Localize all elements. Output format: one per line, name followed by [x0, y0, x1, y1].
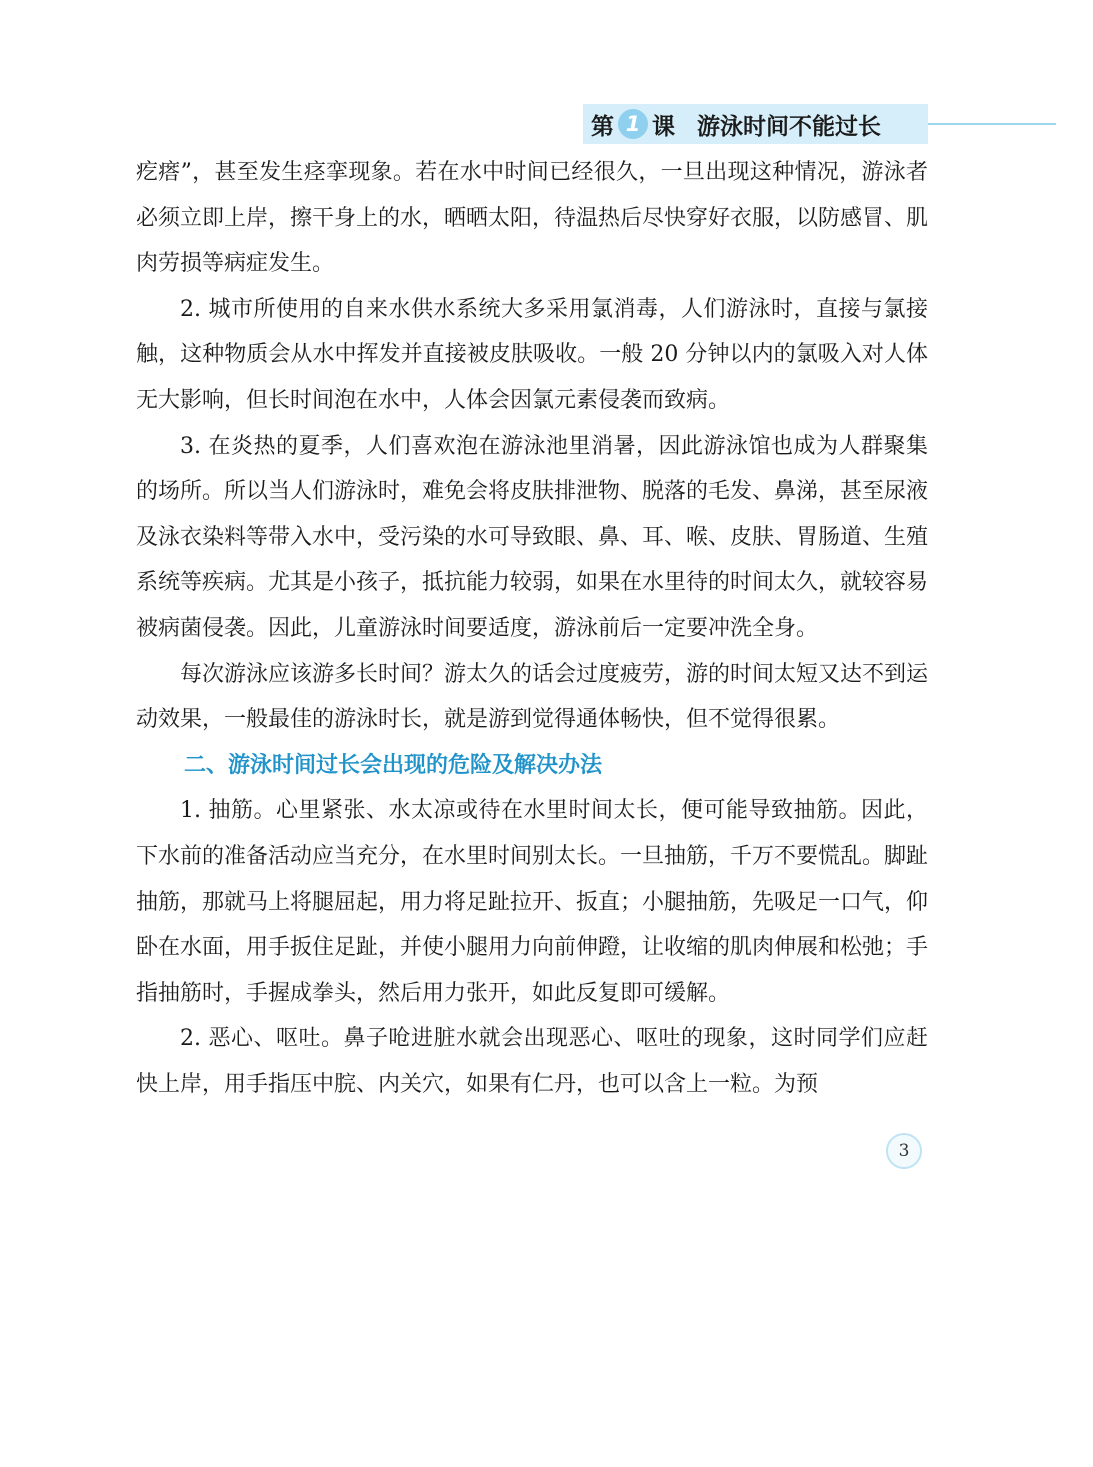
lesson-title: 游泳时间不能过长: [697, 113, 881, 140]
header-rule: [928, 123, 1056, 125]
section-heading: 二、游泳时间过长会出现的危险及解决办法: [184, 752, 603, 778]
paragraph-summary: 每次游泳应该游多长时间？游太久的话会过度疲劳，游的时间太短又达不到运动效果，一般最佳的游泳时长，就是游到觉得通体畅快，但不觉得很累。: [136, 661, 929, 733]
page-number: 3: [886, 1133, 922, 1169]
paragraph-item-3: 3. 在炎热的夏季，人们喜欢泡在游泳池里消暑，因此游泳馆也成为人群聚集的场所。所以当人们游泳时，难免会将皮肤排泄物、脱落的毛发、鼻涕，甚至尿液及泳衣染料等带入水中，受污染的水可导致眼、鼻、耳、喉、皮肤、胃肠道、生殖系统等疾病。尤其是小孩子，抵抗能力较弱，如果在水里待的时间太久，就较容易被病菌侵袭。因此，儿童游泳时间要适度，游泳前后一定要冲洗全身。: [136, 433, 929, 641]
paragraph-cramp: 1. 抽筋。心里紧张、水太凉或待在水里时间太长，便可能导致抽筋。因此，下水前的准备活动应当充分，在水里时间别太长。一旦抽筋，千万不要慌乱。脚趾抽筋，那就马上将腿屈起，用力将足趾拉开、扳直；小腿抽筋，先吸足一口气，仰卧在水面，用手扳住足趾，并使小腿用力向前伸蹬，让收缩的肌肉伸展和松弛；手指抽筋时，手握成拳头，然后用力张开，如此反复即可缓解。: [136, 798, 929, 1006]
paragraph-item-2: 2. 城市所使用的自来水供水系统大多采用氯消毒，人们游泳时，直接与氯接触，这种物质会从水中挥发并直接被皮肤吸收。一般 20 分钟以内的氯吸入对人体无大影响，但长时间泡在水中，人体会因氯元素侵袭而致病。: [136, 296, 928, 413]
paragraph-continued: 疙瘩”，甚至发生痉挛现象。若在水中时间已经很久，一旦出现这种情况，游泳者必须立即上岸，擦干身上的水，晒晒太阳，待温热后尽快穿好衣服，以防感冒、肌肉劳损等病症发生。: [136, 160, 929, 277]
chapter-header: [583, 104, 928, 144]
lesson-suffix: 课: [652, 113, 675, 140]
page-body: [136, 150, 928, 1107]
lesson-number-badge: 1: [618, 109, 648, 139]
lesson-prefix: 第: [591, 113, 614, 140]
paragraph-nausea: 2. 恶心、呕吐。鼻子呛进脏水就会出现恶心、呕吐的现象，这时同学们应赶快上岸，用手指压中脘、内关穴，如果有仁丹，也可以含上一粒。为预: [136, 1026, 928, 1097]
